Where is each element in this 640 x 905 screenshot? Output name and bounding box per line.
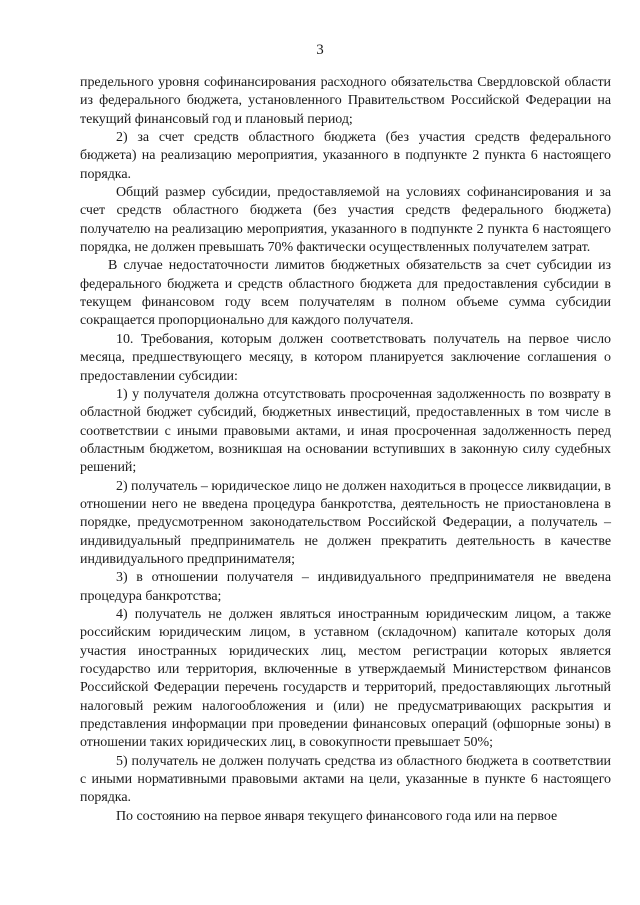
paragraph: 2) получатель – юридическое лицо не должен находиться в процессе ликвидации, в отношении него не введена процедура банкротства, деятельность не приостановлена в порядке, предусмотренном законодательством Российской Федерации, а получатель – индивидуальный предприниматель не должен прекратить деятельность в качестве индивидуального предпринимателя; [80, 478, 611, 567]
paragraph: 3) в отношении получателя – индивидуального предпринимателя не введена процедура банкротства; [80, 570, 611, 604]
paragraph: Общий размер субсидии, предоставляемой на условиях софинансирования и за счет средств областного бюджета (без участия средств федерального бюджета) получателю на реализацию мероприятия, указанного в подпункте 2 пункта 6 настоящего порядка, не должен превышать 70% фактически осуществленных получателем затрат. [80, 185, 611, 256]
paragraph: предельного уровня софинансирования расходного обязательства Свердловской области из федерального бюджета, установленного Правительством Российской Федерации на текущий финансовый год и плановый период; [80, 75, 611, 127]
paragraph: В случае недостаточности лимитов бюджетных обязательств за счет субсидии из федерального бюджета и средств областного бюджета для предоставления субсидии в текущем финансовом году всем получателям в полном объеме сумма субсидии сокращается пропорционально для каждого получателя. [80, 258, 611, 329]
paragraph: 10. Требования, которым должен соответствовать получатель на первое число месяца, предшествующего месяцу, в котором планируется заключение соглашения о предоставлении субсидии: [80, 331, 611, 384]
page-number: 3 [316, 42, 324, 58]
paragraph: 2) за счет средств областного бюджета (без участия средств федерального бюджета) на реализацию мероприятия, указанного в подпункте 2 пункта 6 настоящего порядка. [80, 130, 611, 182]
paragraph: По состоянию на первое января текущего финансового года или на первое [116, 808, 558, 824]
paragraph: 5) получатель не должен получать средства из областного бюджета в соответствии с иными нормативными правовыми актами на цели, указанные в пункте 6 настоящего порядка. [80, 753, 611, 806]
paragraph: 1) у получателя должна отсутствовать просроченная задолженность по возврату в областной бюджет субсидий, бюджетных инвестиций, предоставленных в том числе в соответствии с иными правовыми актами, и иная просроченная задолженность перед областным бюджетом, возникшая на основании вступивших в законную силу судебных решений; [80, 386, 611, 476]
document-body [80, 74, 611, 826]
paragraph: 4) получатель не должен являться иностранным юридическим лицом, а также российским юридическим лицом, в уставном (складочном) капитале которых доля участия иностранных юридических лиц, местом регистрации которых является государство или территория, включенные в утверждаемый Министерством финансов Российской Федерации перечень государств и территорий, предоставляющих льготный налоговый режим налогообложения и (или) не предусматривающих раскрытия и представления информации при проведении финансовых операций (офшорные зоны) в отношении таких юридических лиц, в совокупности превышает 50%; [80, 606, 611, 751]
